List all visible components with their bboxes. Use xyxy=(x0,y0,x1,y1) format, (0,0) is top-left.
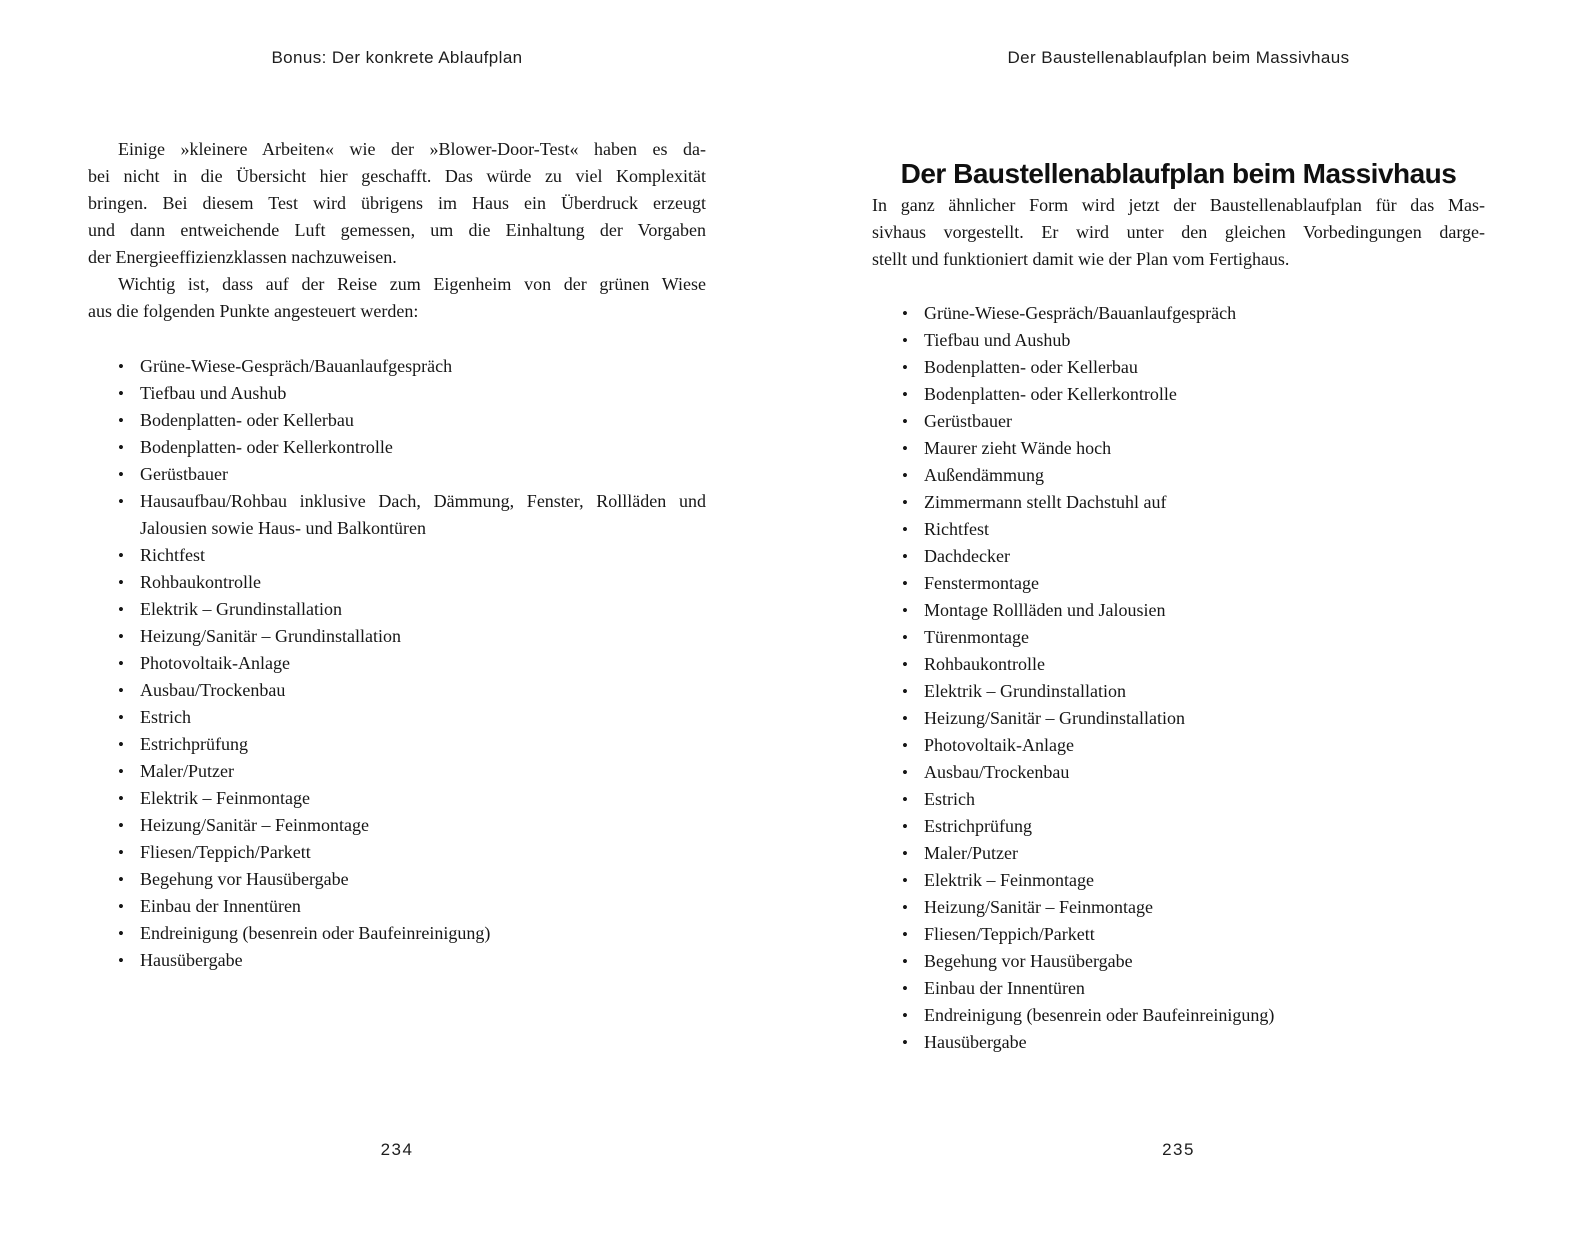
list-item: • Montage Rollläden und Jalousien xyxy=(924,597,1485,624)
page-left xyxy=(88,0,706,1240)
running-head-right: Der Baustellenablaufplan beim Massivhaus xyxy=(1007,48,1350,67)
paragraph-blower-door-test xyxy=(88,136,706,271)
list-item: • Heizung/Sanitär – Grundinstallation xyxy=(140,623,706,650)
text-line: In ganz ähnlicher Form wird jetzt der Baustellenablaufplan für das Mas- xyxy=(872,195,1485,215)
paragraph-wichtig-intro xyxy=(88,271,706,325)
list-item: • Rohbaukontrolle xyxy=(924,651,1485,678)
text-line: stellt und funktioniert damit wie der Plan vom Fertighaus. xyxy=(872,249,1290,269)
page-number-left: 234 xyxy=(380,1140,414,1159)
list-item: • Heizung/Sanitär – Feinmontage xyxy=(140,812,706,839)
list-item: • Tiefbau und Aushub xyxy=(140,380,706,407)
list-item: • Ausbau/Trockenbau xyxy=(140,677,706,704)
list-item: • Richtfest xyxy=(140,542,706,569)
list-item: • Maler/Putzer xyxy=(924,840,1485,867)
list-item: • Grüne-Wiese-Gespräch/Bauanlaufgespräch xyxy=(924,300,1485,327)
list-item: • Begehung vor Hausübergabe xyxy=(924,948,1485,975)
list-item: • Heizung/Sanitär – Grundinstallation xyxy=(924,705,1485,732)
list-item: • Gerüstbauer xyxy=(924,408,1485,435)
list-item: • Estrichprüfung xyxy=(924,813,1485,840)
list-item: • Estrichprüfung xyxy=(140,731,706,758)
list-item: • Bodenplatten- oder Kellerbau xyxy=(924,354,1485,381)
running-head-left: Bonus: Der konkrete Ablaufplan xyxy=(271,48,523,67)
paragraph-massivhaus-intro xyxy=(872,192,1485,273)
list-item: • Grüne-Wiese-Gespräch/Bauanlaufgespräch xyxy=(140,353,706,380)
list-item: • Hausübergabe xyxy=(140,947,706,974)
list-item: • Fliesen/Teppich/Parkett xyxy=(924,921,1485,948)
list-item: • Endreinigung (besenrein oder Baufeinreinigung) xyxy=(924,1002,1485,1029)
chapter-heading: Der Baustellenablaufplan beim Massivhaus xyxy=(900,157,1457,189)
text-line: der Energieeffizienzklassen nachzuweisen. xyxy=(88,247,397,267)
text-line: Wichtig ist, dass auf der Reise zum Eigenheim von der grünen Wiese xyxy=(118,274,706,294)
construction-steps-list-left xyxy=(88,353,706,974)
list-item: • Begehung vor Hausübergabe xyxy=(140,866,706,893)
list-item: • Hausübergabe xyxy=(924,1029,1485,1056)
list-item: • Einbau der Innentüren xyxy=(924,975,1485,1002)
text-line: bringen. Bei diesem Test wird übrigens im Haus ein Überdruck erzeugt xyxy=(88,193,706,213)
list-item: • Elektrik – Grundinstallation xyxy=(924,678,1485,705)
list-item: • Endreinigung (besenrein oder Baufeinreinigung) xyxy=(140,920,706,947)
text-line: bei nicht in die Übersicht hier geschafft. Das würde zu viel Komplexität xyxy=(88,166,706,186)
page-number-right: 235 xyxy=(1162,1140,1195,1159)
list-item: • Elektrik – Grundinstallation xyxy=(140,596,706,623)
list-item: • Bodenplatten- oder Kellerkontrolle xyxy=(924,381,1485,408)
list-item: • Maler/Putzer xyxy=(140,758,706,785)
list-item: • Heizung/Sanitär – Feinmontage xyxy=(924,894,1485,921)
text-line: Einige »kleinere Arbeiten« wie der »Blower-Door-Test« haben es da- xyxy=(118,139,706,159)
text-line: aus die folgenden Punkte angesteuert werden: xyxy=(88,301,419,321)
list-item: • Gerüstbauer xyxy=(140,461,706,488)
list-item: • Bodenplatten- oder Kellerbau xyxy=(140,407,706,434)
list-item: • Tiefbau und Aushub xyxy=(924,327,1485,354)
list-item: • Außendämmung xyxy=(924,462,1485,489)
body-text-left xyxy=(88,136,706,325)
list-item: • Rohbaukontrolle xyxy=(140,569,706,596)
list-item: • Fenstermontage xyxy=(924,570,1485,597)
page-right xyxy=(872,0,1485,1240)
list-item: • Estrich xyxy=(924,786,1485,813)
list-item: • Türenmontage xyxy=(924,624,1485,651)
list-item: • Maurer zieht Wände hoch xyxy=(924,435,1485,462)
list-item: • Hausaufbau/Rohbau inklusive Dach, Dämmung, Fenster, Rollläden und Jalousien sowie Haus- und Balkontüren xyxy=(140,488,706,542)
list-item: • Fliesen/Teppich/Parkett xyxy=(140,839,706,866)
list-item: • Photovoltaik-Anlage xyxy=(140,650,706,677)
list-item: • Estrich xyxy=(140,704,706,731)
construction-steps-list-right xyxy=(872,300,1485,1056)
list-item: • Richtfest xyxy=(924,516,1485,543)
list-item: • Elektrik – Feinmontage xyxy=(140,785,706,812)
body-text-right xyxy=(872,192,1485,273)
list-item: • Dachdecker xyxy=(924,543,1485,570)
list-item: • Einbau der Innentüren xyxy=(140,893,706,920)
list-item: • Elektrik – Feinmontage xyxy=(924,867,1485,894)
list-item: • Photovoltaik-Anlage xyxy=(924,732,1485,759)
list-item: • Bodenplatten- oder Kellerkontrolle xyxy=(140,434,706,461)
list-item: • Ausbau/Trockenbau xyxy=(924,759,1485,786)
list-item: • Zimmermann stellt Dachstuhl auf xyxy=(924,489,1485,516)
text-line: und dann entweichende Luft gemessen, um die Einhaltung der Vorgaben xyxy=(88,220,706,240)
text-line: sivhaus vorgestellt. Er wird unter den gleichen Vorbedingungen darge- xyxy=(872,222,1485,242)
